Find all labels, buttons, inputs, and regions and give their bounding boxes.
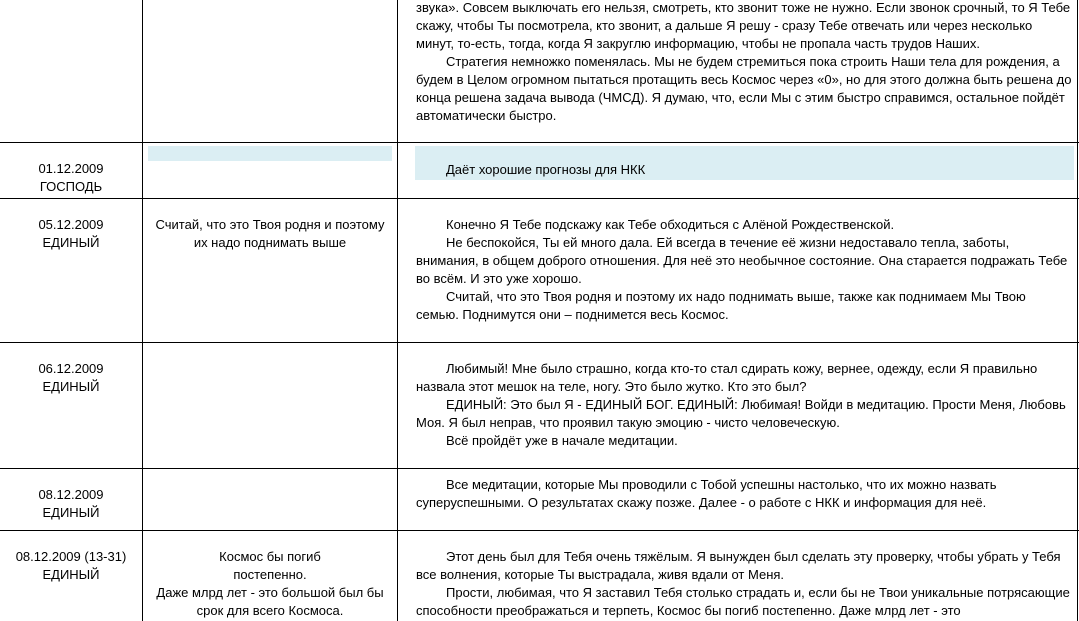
paragraph: ЕДИНЫЙ: Это был Я - ЕДИНЫЙ БОГ. ЕДИНЫЙ: Любимая! Войди в медитацию. Прости Меня, Любовь Моя. Я был неправ, что проявил такую эмоцию - чисто человеческую. [416, 397, 1066, 430]
paragraph: Прости, любимая, что Я заставил Тебя столько страдать и, если бы не Твои уникальные потрясающие способности преображаться и терпеть, Космос бы погиб постепенно. Даже млрд лет - это [416, 585, 1070, 618]
paragraph: Не беспокойся, Ты ей много дала. Ей всегда в течение её жизни недоставало тепла, заботы, внимания, в общем доброго отношения. Для неё это необычное состояние. Она старается подражать Тебе во всём. И это уже хорошо. [416, 235, 1068, 286]
paragraph: звука». Совсем выключать его нельзя, смотреть, кто звонит тоже не нужно. Если звонок срочный, то Я Тебе скажу, чтобы Ты посмотрела, кто звонит, а дальше Я решу - сразу Тебе отвечать или через несколько минут, то-есть, тогда, когда Я закруглю информацию, чтобы не пропала часть трудов Наших. [416, 0, 1071, 51]
column-divider [142, 0, 143, 621]
entry-date: 06.12.2009 [38, 361, 104, 376]
paragraph: Считай, что это Твоя родня и поэтому их надо поднимать выше, также как поднимаем Мы Твою семью. Поднимутся они – поднимется весь Космос. [416, 289, 1026, 322]
column-divider [397, 0, 398, 621]
paragraph: Конечно Я Тебе подскажу как Тебе обходиться с Алёной Рождественской. [446, 217, 895, 232]
side-note: Считай, что это Твоя родня и поэтому их надо поднимать выше [155, 217, 385, 250]
row-2-text [416, 216, 1072, 324]
row-4-text [416, 476, 1072, 512]
entry-author: ЕДИНЫЙ [42, 505, 100, 520]
paragraph: Стратегия немножко поменялась. Мы не будем стремиться пока строить Наши тела для рождения, а будем в Целом огромном пытаться протащить весь Космос через «0», но для этого должна быть решена до конца решена задача вывода (ЧМСД). Я думаю, что, если Мы с этим быстро справимся, остальное пойдёт автоматически быстро. [416, 54, 1072, 123]
row-5-text [416, 548, 1072, 620]
row-3-text [416, 360, 1072, 450]
entry-date: 08.12.2009 (13-31) [15, 549, 127, 564]
paragraph: Даёт хорошие прогнозы для НКК [446, 162, 646, 177]
row-2-note-cell [147, 216, 393, 252]
paragraph: Всё пройдёт уже в начале медитации. [446, 433, 678, 448]
highlight-note-cell [148, 146, 392, 161]
row-3-date-cell [0, 360, 142, 396]
row-divider [0, 530, 1079, 531]
row-1-date-cell [0, 160, 142, 196]
row-divider [0, 468, 1079, 469]
row-divider [0, 342, 1079, 343]
column-divider [1077, 0, 1078, 621]
row-5-date-cell [0, 548, 142, 584]
entry-author: ЕДИНЫЙ [42, 379, 100, 394]
row-1-text [416, 161, 1072, 179]
entry-author: ЕДИНЫЙ [42, 235, 100, 250]
side-note: Космос бы погиб постепенно. [219, 549, 321, 582]
paragraph: Любимый! Мне было страшно, когда кто-то стал сдирать кожу, вернее, одежду, если Я правильно назвала этот мешок на теле, ногу. Это было жутко. Кто это был? [416, 361, 1038, 394]
row-0-text [416, 0, 1072, 125]
entry-author: ГОСПОДЬ [39, 179, 103, 194]
row-4-date-cell [0, 486, 142, 522]
row-divider [0, 142, 1079, 143]
paragraph: Этот день был для Тебя очень тяжёлым. Я вынужден был сделать эту проверку, чтобы убрать у Тебя все волнения, которые Ты выстрадала, живя вдали от Меня. [416, 549, 1061, 582]
entry-date: 01.12.2009 [38, 161, 104, 176]
row-5-note-cell [147, 548, 393, 620]
paragraph: Все медитации, которые Мы проводили с Тобой успешны настолько, что их можно назвать суперуспешными. О результатах скажу позже. Далее - о работе с НКК и информация для неё. [416, 477, 997, 510]
entry-date: 05.12.2009 [38, 217, 104, 232]
entry-author: ЕДИНЫЙ [42, 567, 100, 582]
row-2-date-cell [0, 216, 142, 252]
entry-date: 08.12.2009 [38, 487, 104, 502]
side-note: Даже млрд лет - это большой был бы срок для всего Космоса. [156, 585, 384, 618]
row-divider [0, 198, 1079, 199]
